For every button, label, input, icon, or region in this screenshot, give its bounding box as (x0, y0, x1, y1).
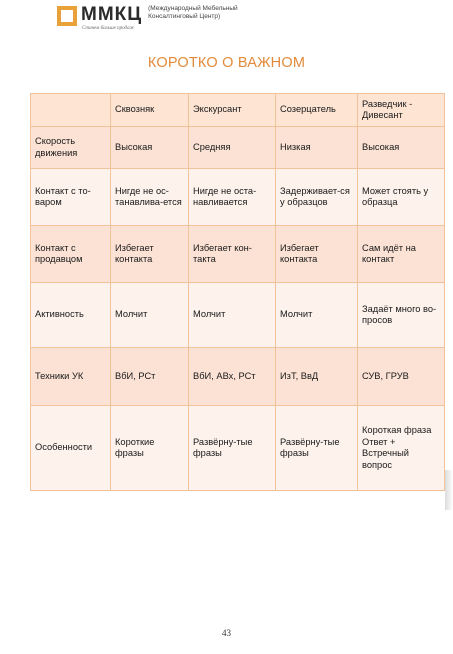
table-header-row (31, 94, 445, 127)
table-cell: Избегает контакта (276, 226, 358, 283)
table-cell: ВбИ, РСт (111, 348, 189, 406)
table-cell: Молчит (276, 283, 358, 348)
table-cell: Избегает кон-такта (189, 226, 276, 283)
page-edge-shadow (445, 470, 453, 510)
header-cell: Созерцатель (276, 94, 358, 127)
table-cell: ИзТ, ВвД (276, 348, 358, 406)
page-title: КОРОТКО О ВАЖНОМ (147, 55, 306, 71)
summary-table (30, 93, 445, 491)
table-cell: Развёрну-тые фразы (189, 406, 276, 491)
table-cell: СУВ, ГРУВ (358, 348, 445, 406)
table-cell: Высокая (111, 127, 189, 169)
table-row (31, 226, 445, 283)
table-cell: Высокая (358, 127, 445, 169)
table-cell: Сам идёт на контакт (358, 226, 445, 283)
table-cell: Развёрну-тые фразы (276, 406, 358, 491)
table-row (31, 127, 445, 169)
header-cell: Сквозняк (111, 94, 189, 127)
logo-slogan: Станем больше продаж (82, 26, 135, 31)
logo-name: ММКЦ (81, 4, 143, 25)
row-label: Активность (31, 283, 111, 348)
table-cell: Короткая фраза Ответ + Встречный вопрос (358, 406, 445, 491)
table-cell: Нигде не оста-навливается (189, 169, 276, 226)
table-cell: ВбИ, АВх, РСт (189, 348, 276, 406)
table-cell: Избегает контакта (111, 226, 189, 283)
table-cell: Средняя (189, 127, 276, 169)
header-cell: Разведчик - Дивесант (358, 94, 445, 127)
table-cell: Короткие фразы (111, 406, 189, 491)
table-cell: Молчит (189, 283, 276, 348)
logo-subtitle-line-1: (Международный Мебельный (148, 5, 238, 12)
table-cell: Нигде не ос-танавлива-ется (111, 169, 189, 226)
table-row (31, 406, 445, 491)
row-label: Контакт с то-варом (31, 169, 111, 226)
table-cell: Низкая (276, 127, 358, 169)
logo-subtitle-line-2: Консалтинговый Центр) (148, 13, 221, 20)
row-label: Контакт с продавцом (31, 226, 111, 283)
row-label: Скорость движения (31, 127, 111, 169)
header-cell-empty (31, 94, 111, 127)
logo-square-icon (57, 6, 77, 26)
page-number: 43 (222, 628, 231, 638)
header-cell: Экскурсант (189, 94, 276, 127)
table-row (31, 283, 445, 348)
logo-subtitle (148, 5, 238, 21)
table-cell: Задерживает-ся у образцов (276, 169, 358, 226)
table-row (31, 348, 445, 406)
row-label: Техники УК (31, 348, 111, 406)
table-cell: Молчит (111, 283, 189, 348)
table-cell: Задаёт много во-просов (358, 283, 445, 348)
table-row (31, 169, 445, 226)
row-label: Особенности (31, 406, 111, 491)
table-cell: Может стоять у образца (358, 169, 445, 226)
